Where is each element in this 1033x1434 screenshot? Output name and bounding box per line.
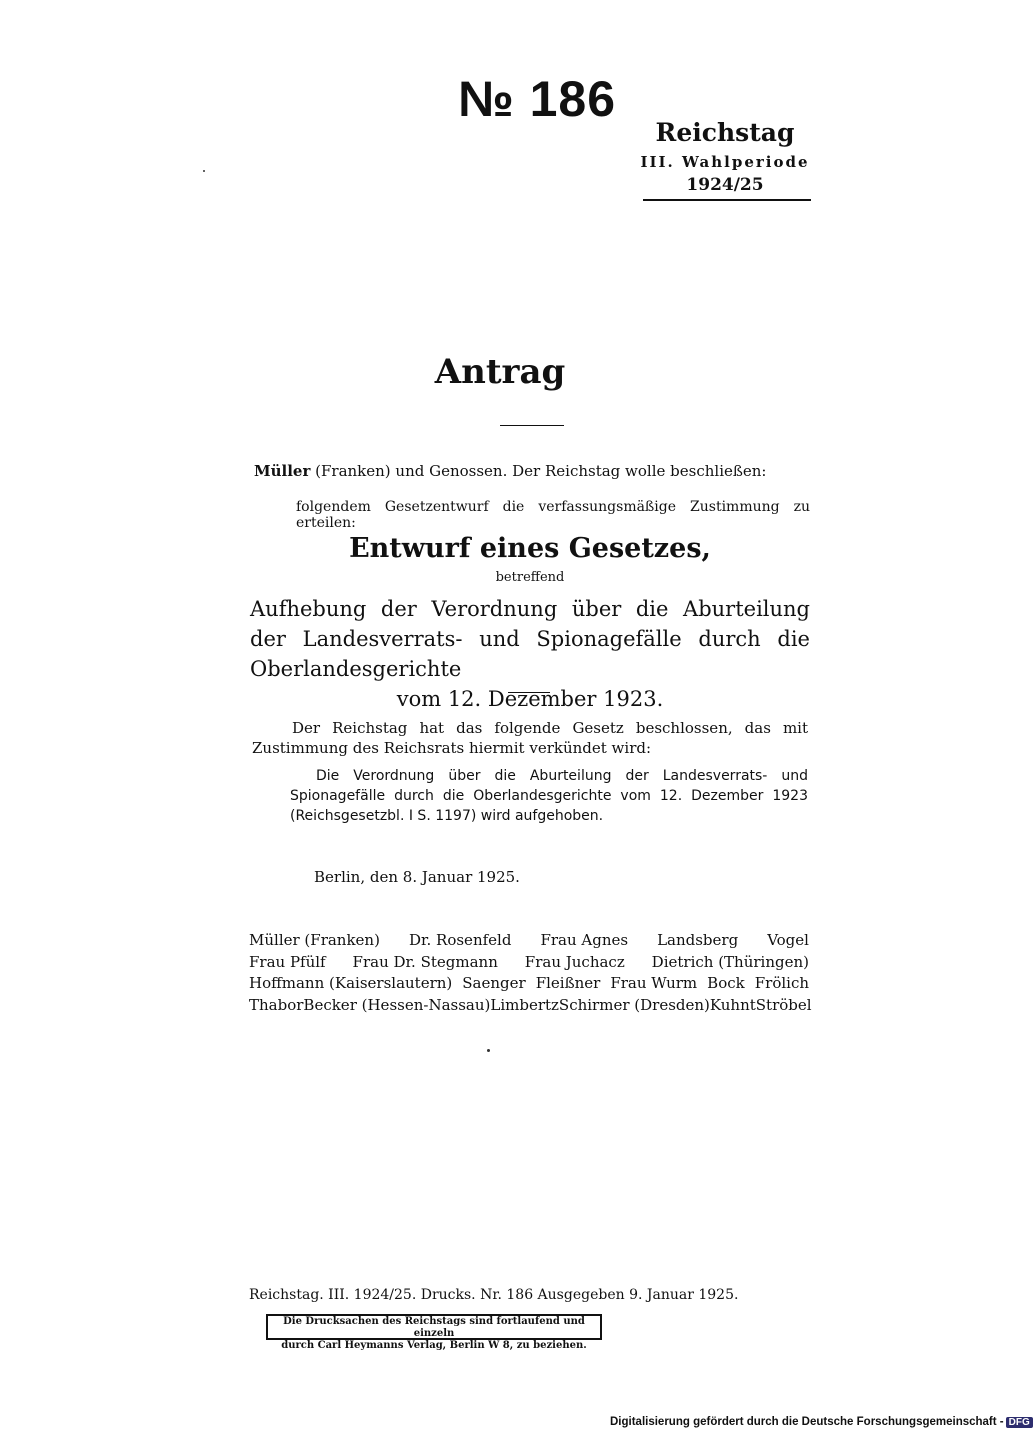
signatory: Bock <box>707 974 745 992</box>
credit-text: Digitalisierung gefördert durch die Deutsche Forschungsgemeinschaft - <box>610 1416 1004 1428</box>
draft-subject-main: Aufhebung der Verordnung über die Aburteilung der Landesverrats- und Spionagefälle durch die Oberlandesgerichte <box>250 597 810 681</box>
signatory: Limbertz <box>490 995 559 1014</box>
signatory: Frau Pfülf <box>249 952 326 971</box>
signatories <box>249 930 812 1016</box>
signatory: Dietrich (Thüringen) <box>651 952 809 971</box>
signatory: Frau Dr. Stegmann <box>352 952 498 971</box>
print-speck <box>203 170 205 172</box>
signatory: Ströbel <box>755 995 812 1014</box>
signatory: Frau Juchacz <box>524 952 625 971</box>
draft-subject-date: vom 12. Dezember 1923. <box>396 687 664 711</box>
consent-line: folgendem Gesetzentwurf die verfassungsmäßige Zustimmung zu erteilen: <box>296 499 810 531</box>
signatory: Dr. Rosenfeld <box>408 931 512 949</box>
footer-note-line: durch Carl Heymanns Verlag, Berlin W 8, zu beziehen. <box>281 1340 587 1351</box>
signatory: Frau Agnes <box>540 931 629 949</box>
signatory: Hoffmann (Kaiserslautern) <box>249 974 453 992</box>
title-divider <box>500 425 564 426</box>
footer-note-line: Die Drucksachen des Reichstags sind fortlaufend und einzeln <box>283 1316 585 1339</box>
footer-distribution-note <box>266 1314 602 1351</box>
subject-divider <box>508 692 550 693</box>
signatory: Frau Wurm <box>610 974 698 992</box>
signatory: Frölich <box>754 974 809 992</box>
signatory: Saenger <box>462 974 526 992</box>
signatory-row <box>249 973 809 995</box>
signatory-row <box>249 995 812 1017</box>
document-number: № 186 <box>458 71 617 127</box>
signatory: Vogel <box>767 931 809 949</box>
signatory-row <box>249 952 809 974</box>
legislative-period: III. Wahlperiode <box>640 153 810 171</box>
draft-concerning: betreffend <box>495 570 565 585</box>
digitization-credit <box>610 1416 1033 1428</box>
session-years: 1924/25 <box>686 175 764 195</box>
motion-text: (Franken) und Genossen. Der Reichstag wolle beschließen: <box>315 462 767 480</box>
header-divider <box>643 199 811 201</box>
signatory: Schirmer (Dresden) <box>558 995 710 1014</box>
enactment-text: Der Reichstag hat das folgende Gesetz beschlossen, das mit Zustimmung des Reichsrats hiermit verkündet wird: <box>252 719 808 757</box>
draft-heading: Entwurf eines Gesetzes, <box>349 533 711 564</box>
enactment-clause <box>252 718 808 758</box>
law-text: Die Verordnung über die Aburteilung der Landesverrats- und Spionagefälle durch die Oberlandesgerichte vom 12. Dezember 1923 (Reichsgesetzbl. I S. 1197) wird aufgehoben. <box>290 768 808 824</box>
signatory: Müller (Franken) <box>249 931 380 949</box>
signatory: Becker (Hessen-Nassau) <box>303 995 491 1014</box>
place-date: Berlin, den 8. Januar 1925. <box>314 868 520 886</box>
motion-line <box>254 462 766 480</box>
motion-mover: Müller <box>254 462 311 480</box>
page-title: Antrag <box>434 352 566 392</box>
signatory-row <box>249 930 809 952</box>
signatory: Thabor <box>249 995 304 1014</box>
footer-publication-info: Reichstag. III. 1924/25. Drucks. Nr. 186 Ausgegeben 9. Januar 1925. <box>249 1287 739 1303</box>
dfg-logo: DFG <box>1006 1417 1033 1428</box>
signatory: Landsberg <box>657 931 739 949</box>
signatory: Fleißner <box>535 974 601 992</box>
signatory: Kuhnt <box>709 995 756 1014</box>
print-speck <box>487 1049 490 1052</box>
reichstag-heading: Reichstag <box>655 118 795 147</box>
draft-subject <box>250 594 810 714</box>
